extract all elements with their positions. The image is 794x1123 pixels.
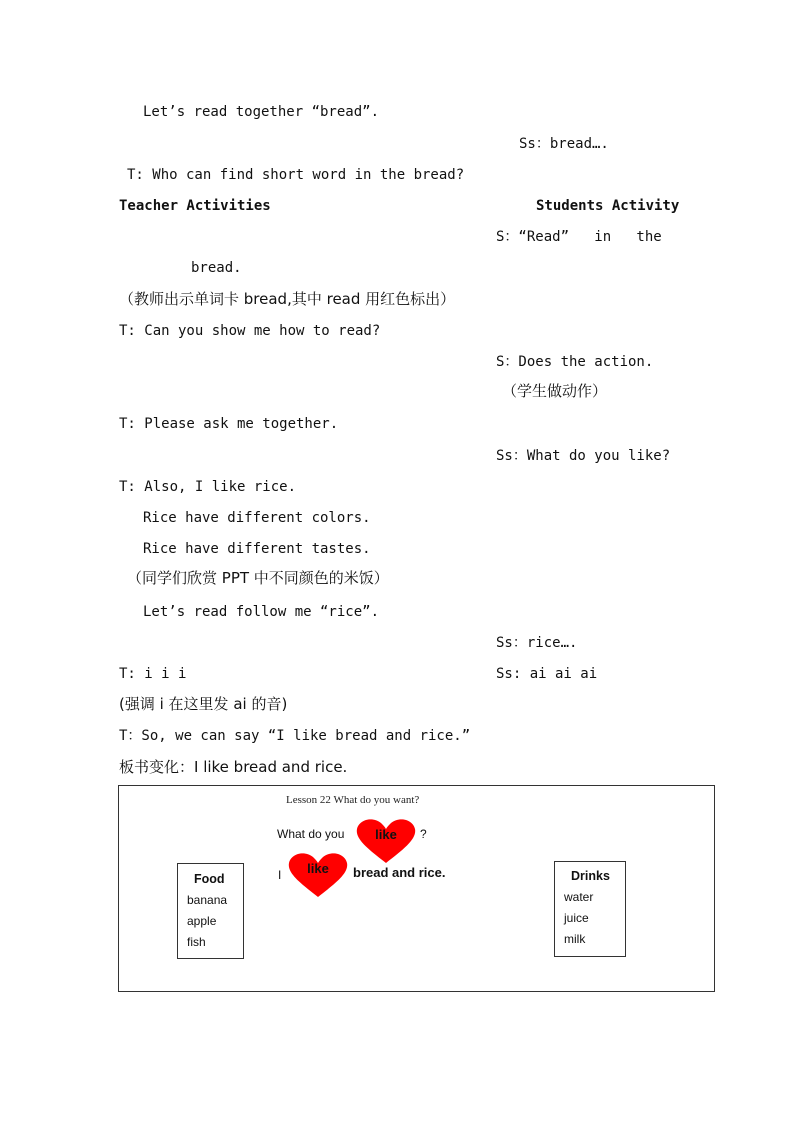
- drinks-box: [554, 861, 626, 957]
- text-line-show-me: T: Can you show me how to read?: [119, 323, 381, 339]
- drinks-heading: Drinks: [571, 869, 610, 883]
- food-item: banana: [187, 893, 228, 907]
- text-line-read-rice: Let’s read follow me “rice”.: [143, 604, 380, 620]
- food-item: apple: [187, 914, 217, 928]
- text-line-colors: Rice have different colors.: [143, 510, 371, 526]
- text-line-bread: bread.: [191, 260, 242, 276]
- board-question-start: What do you: [277, 827, 345, 841]
- text-line-read-in-the: S：“Read” in the: [496, 229, 662, 245]
- text-line-what-do-you-like: Ss：What do you like?: [496, 448, 671, 464]
- text-line-board-change: 板书变化：I like bread and rice.: [119, 758, 348, 776]
- drinks-item: milk: [564, 932, 586, 946]
- text-line-we-can-say: T：So, we can say “I like bread and rice.”: [119, 728, 471, 744]
- text-line-does-action: S：Does the action.: [496, 354, 654, 370]
- board-question-mark: ?: [420, 827, 427, 841]
- food-box: [177, 863, 244, 959]
- text-line-ppt-note: （同学们欣赏 PPT 中不同颜色的米饭）: [127, 569, 389, 587]
- text-line-like-rice: T: Also, I like rice.: [119, 479, 297, 495]
- teacher-activities-heading: Teacher Activities: [119, 198, 271, 214]
- board-answer-end: bread and rice.: [353, 865, 446, 880]
- drinks-item: water: [564, 890, 594, 904]
- text-line-short-word: T: Who can find short word in the bread?: [127, 167, 465, 183]
- text-line-i-i-i: T: i i i: [119, 666, 187, 682]
- food-item: fish: [187, 935, 206, 949]
- heart-icon: [354, 817, 418, 865]
- text-line-pronunciation-note: (强调 i 在这里发 ai 的音): [119, 695, 288, 713]
- food-heading: Food: [194, 872, 225, 886]
- text-line-ai-ai-ai: Ss: ai ai ai: [496, 666, 598, 682]
- text-line-students-act-note: （学生做动作）: [502, 382, 608, 400]
- board-answer-i: I: [278, 868, 282, 882]
- board-title: Lesson 22 What do you want?: [286, 794, 420, 806]
- text-line-ask-me: T: Please ask me together.: [119, 416, 339, 432]
- text-line-word-card-note: （教师出示单词卡 bread,其中 read 用红色标出）: [119, 290, 456, 308]
- students-activity-heading: Students Activity: [536, 198, 680, 214]
- blackboard-design: [118, 785, 715, 992]
- drinks-item: juice: [564, 911, 589, 925]
- heart-icon: [286, 851, 350, 899]
- text-line-tastes: Rice have different tastes.: [143, 541, 371, 557]
- text-line-ss-rice: Ss：rice….: [496, 635, 578, 651]
- text-line-read-bread: Let’s read together “bread”.: [143, 104, 380, 120]
- heart-label-question: like: [375, 827, 397, 842]
- text-line-ss-bread: Ss：bread….: [519, 136, 609, 152]
- heart-label-answer: like: [307, 861, 329, 876]
